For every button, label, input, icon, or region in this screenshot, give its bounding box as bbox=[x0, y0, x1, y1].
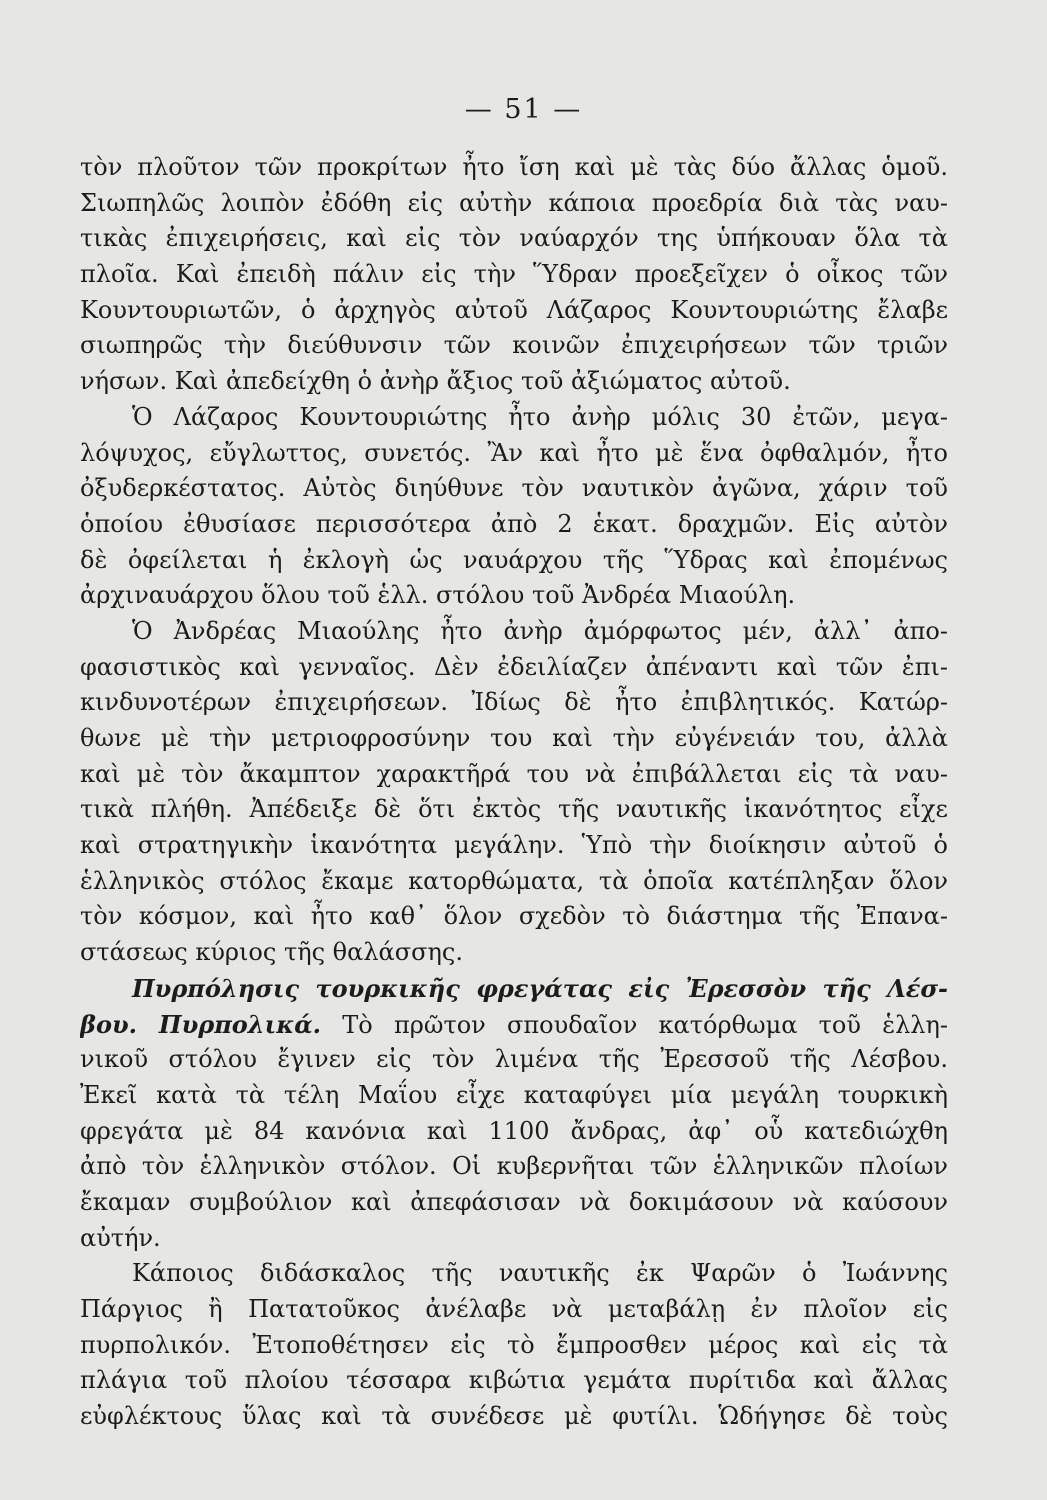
text-line: σιωπηρῶς τὴν διεύθυνσιν τῶν κοινῶν ἐπιχειρήσεων τῶν τριῶν bbox=[80, 331, 948, 360]
text-line: Ἐκεῖ κατὰ τὰ τέλη Μαΐου εἶχε καταφύγει μία μεγάλη τουρκικὴ bbox=[80, 1080, 948, 1109]
text-line: Σιωπηλῶς λοιπὸν ἐδόθη εἰς αὐτὴν κάποια προεδρία διὰ τὰς ναυ- bbox=[80, 188, 948, 217]
text-line: ὀξυδερκέστατος. Αὐτὸς διηύθυνε τὸν ναυτικὸν ἀγῶνα, χάριν τοῦ bbox=[80, 474, 948, 503]
text-line: ἔκαμαν συμβούλιον καὶ ἀπεφάσισαν νὰ δοκιμάσουν νὰ καύσουν bbox=[80, 1187, 948, 1216]
text-line: Ὁ Λάζαρος Κουντουριώτης ἦτο ἀνὴρ μόλις 30 ἐτῶν, μεγα- bbox=[132, 402, 948, 431]
text-line: νικοῦ στόλου ἔγινεν εἰς τὸν λιμένα τῆς Ἐρεσσοῦ τῆς Λέσβου. bbox=[80, 1045, 948, 1074]
text-line: Κουντουριωτῶν, ὁ ἀρχηγὸς αὐτοῦ Λάζαρος Κουντουριώτης ἔλαβε bbox=[80, 295, 948, 324]
body-text bbox=[80, 150, 948, 1435]
text-line: αὐτήν. bbox=[80, 1223, 161, 1252]
section-heading: Πυρπόλησις τουρκικῆς φρεγάτας εἰς Ἐρεσσὸν τῆς Λέσ- bbox=[132, 973, 948, 1003]
text-line: θωνε μὲ τὴν μετριοφροσύνην του καὶ τὴν εὐγένειάν του, ἀλλὰ bbox=[80, 724, 948, 752]
text-line: Ὁ Ἀνδρέας Μιαούλης ἦτο ἀνὴρ ἀμόρφωτος μέν, ἀλλ᾽ ἀπο- bbox=[132, 616, 948, 645]
text-line: τὸν πλοῦτον τῶν προκρίτων ἦτο ἴση καὶ μὲ τὰς δύο ἄλλας ὁμοῦ. bbox=[80, 153, 948, 181]
text-line: πλοῖα. Καὶ ἐπειδὴ πάλιν εἰς τὴν Ὕδραν προεξεῖχεν ὁ οἶκος τῶν bbox=[80, 260, 948, 289]
text-line: τικὰς ἐπιχειρήσεις, καὶ εἰς τὸν ναύαρχόν της ὑπήκουαν ὅλα τὰ bbox=[80, 224, 948, 253]
text-line: ἑλληνικὸς στόλος ἔκαμε κατορθώματα, τὰ ὁποῖα κατέπληξαν ὅλον bbox=[80, 866, 948, 895]
text-line: ἀρχιναυάρχου ὅλου τοῦ ἑλλ. στόλου τοῦ Ἀνδρέα Μιαούλη. bbox=[80, 581, 796, 610]
text-line: στάσεως κύριος τῆς θαλάσσης. bbox=[80, 938, 463, 967]
page-number: — 51 — bbox=[464, 94, 583, 125]
section-heading-end: βου. Πυρπολικά. bbox=[80, 1009, 322, 1039]
text-line: κινδυνοτέρων ἐπιχειρήσεων. Ἰδίως δὲ ἦτο ἐπιβλητικός. Κατώρ- bbox=[80, 688, 948, 717]
text-line: Πάργιος ἢ Πατατοῦκος ἀνέλαβε νὰ μεταβάλῃ ἐν πλοῖον εἰς bbox=[80, 1295, 948, 1323]
text-line: φρεγάτα μὲ 84 κανόνια καὶ 1100 ἄνδρας, ἀφ᾽ οὗ κατεδιώχθη bbox=[80, 1116, 948, 1145]
text-line: λόψυχος, εὔγλωττος, συνετός. Ἂν καὶ ἦτο μὲ ἕνα ὀφθαλμόν, ἦτο bbox=[80, 438, 948, 467]
text-line: νήσων. Καὶ ἀπεδείχθη ὁ ἀνὴρ ἄξιος τοῦ ἀξιώματος αὐτοῦ. bbox=[80, 367, 791, 396]
text-line: πλάγια τοῦ πλοίου τέσσαρα κιβώτια γεμάτα πυρίτιδα καὶ ἄλλας bbox=[80, 1366, 948, 1395]
text-line: Κάποιος διδάσκαλος τῆς ναυτικῆς ἐκ Ψαρῶν ὁ Ἰωάννης bbox=[132, 1259, 948, 1288]
text-line: εὐφλέκτους ὕλας καὶ τὰ συνέδεσε μὲ φυτίλι. Ὡδήγησε δὲ τοὺς bbox=[80, 1402, 948, 1431]
text-line: καὶ στρατηγικὴν ἱκανότητα μεγάλην. Ὑπὸ τὴν διοίκησιν αὐτοῦ ὁ bbox=[80, 831, 948, 860]
text-line: πυρπολικόν. Ἐτοποθέτησεν εἰς τὸ ἔμπροσθεν μέρος καὶ εἰς τὰ bbox=[80, 1330, 948, 1359]
text-line: τικὰ πλήθη. Ἀπέδειξε δὲ ὅτι ἐκτὸς τῆς ναυτικῆς ἱκανότητος εἶχε bbox=[80, 795, 948, 824]
text-line: καὶ μὲ τὸν ἄκαμπτον χαρακτῆρά του νὰ ἐπιβάλλεται εἰς τὰ ναυ- bbox=[80, 759, 948, 788]
text-line: φασιστικὸς καὶ γενναῖος. Δὲν ἐδειλίαζεν ἀπέναντι καὶ τῶν ἐπι- bbox=[80, 652, 948, 681]
text-line bbox=[80, 1007, 948, 1043]
text-line: τὸν κόσμον, καὶ ἦτο καθ᾽ ὅλον σχεδὸν τὸ διάστημα τῆς Ἐπανα- bbox=[80, 902, 948, 931]
text-run: Τὸ πρῶτον σπουδαῖον κατόρθωμα τοῦ ἑλλη- bbox=[321, 1010, 948, 1039]
text-line: ὁποίου ἐθυσίασε περισσότερα ἀπὸ 2 ἑκατ. δραχμῶν. Εἰς αὐτὸν bbox=[80, 509, 948, 538]
text-line: ἀπὸ τὸν ἑλληνικὸν στόλον. Οἱ κυβερνῆται τῶν ἑλληνικῶν πλοίων bbox=[80, 1152, 948, 1181]
text-line: δὲ ὀφείλεται ἡ ἐκλογὴ ὡς ναυάρχου τῆς Ὕδρας καὶ ἐπομένως bbox=[80, 545, 948, 574]
